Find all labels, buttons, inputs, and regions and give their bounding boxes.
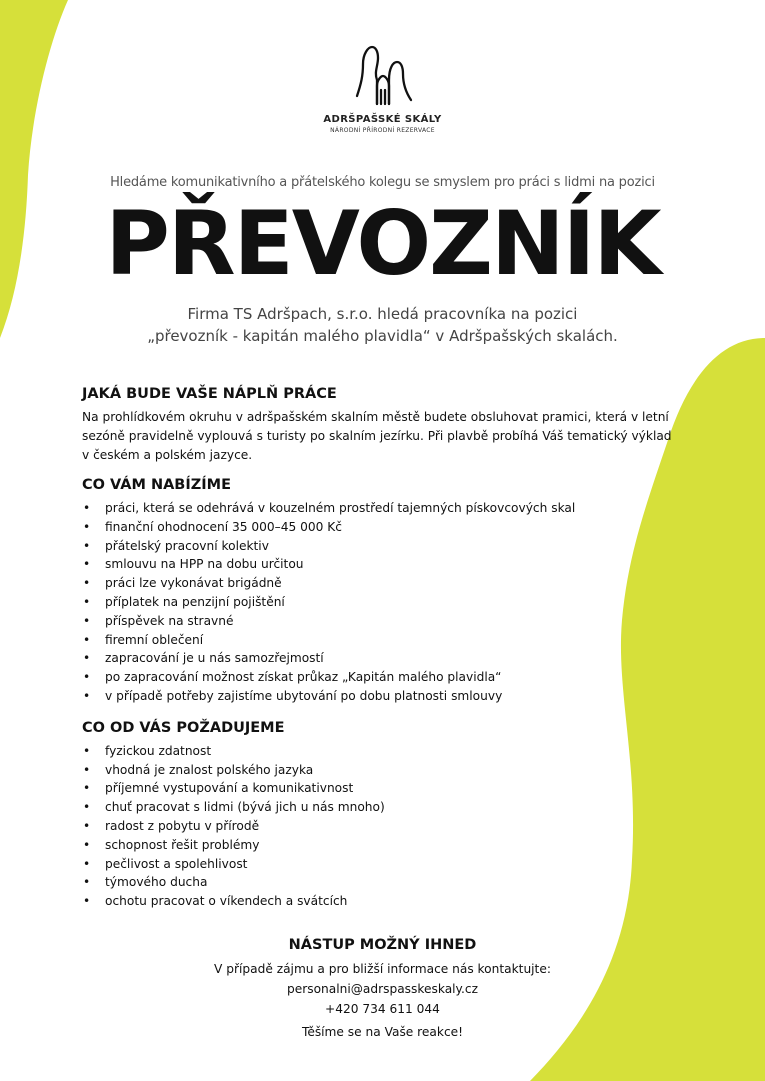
list-item [82, 518, 682, 537]
list-item-text: pečlivost a spolehlivost [105, 856, 248, 871]
closing-text: Těšíme se na Vaše reakce! [301, 1025, 464, 1039]
list-item [82, 668, 682, 687]
bullet-icon: • [83, 818, 91, 833]
list-item [82, 631, 682, 650]
bullet-icon: • [83, 688, 91, 703]
list-item-text: finanční ohodnocení 35 000–45 000 Kč [105, 519, 342, 534]
list-item-text: fyzickou zdatnost [105, 743, 212, 758]
list-item [82, 742, 682, 761]
list-item-text: radost z pobytu v přírodě [105, 818, 260, 833]
bullet-icon: • [83, 576, 91, 591]
bullet-icon: • [83, 501, 91, 515]
list-item-text: po zapracování možnost získat průkaz „Kapitán malého plavidla“ [105, 670, 502, 685]
footer [0, 937, 765, 1042]
list-item-text: příplatek na penzijní pojištění [105, 594, 285, 609]
list-item [82, 817, 682, 836]
list-item [82, 836, 682, 855]
logo-name: ADRŠPAŠSKÉ SKÁLY [323, 114, 442, 125]
require-list [82, 742, 682, 911]
bullet-icon: • [83, 894, 91, 909]
rock-towers-icon [351, 40, 415, 108]
list-item-text: schopnost řešit problémy [105, 837, 260, 852]
list-item [82, 612, 682, 631]
bullet-icon: • [83, 651, 91, 666]
bullet-icon: • [83, 519, 91, 534]
start-heading: NÁSTUP MOŽNÝ IHNED [288, 937, 477, 953]
list-item [82, 798, 682, 817]
list-item-text: příjemné vystupování a komunikativnost [105, 781, 354, 796]
list-item-text: ochotu pracovat o víkendech a svátcích [105, 894, 348, 909]
tagline: Hledáme komunikativního a přátelského kolegu se smyslem pro práci s lidmi na pozici [110, 175, 655, 190]
bullet-icon: • [83, 743, 91, 758]
list-item [82, 892, 682, 911]
list-item-text: smlouvu na HPP na dobu určitou [105, 557, 304, 572]
job-heading: JAKÁ BUDE VAŠE NÁPLŇ PRÁCE [82, 386, 337, 402]
list-item [82, 499, 682, 518]
intro [0, 303, 765, 347]
job-sections [82, 386, 682, 921]
list-item [82, 855, 682, 874]
intro-line-2: „převozník - kapitán malého plavidla“ v Adršpašských skalách. [147, 327, 618, 345]
contact-email[interactable]: personalni@adrspasskeskaly.cz [286, 982, 478, 996]
list-item [82, 779, 682, 798]
logo-subtitle: NÁRODNÍ PŘÍRODNÍ REZERVACE [330, 127, 435, 134]
bullet-icon: • [83, 781, 91, 796]
bullet-icon: • [83, 613, 91, 628]
list-item-text: práci, která se odehrává v kouzelném prostředí tajemných pískovcových skal [105, 501, 576, 515]
list-item [82, 574, 682, 593]
job-description: Na prohlídkovém okruhu v adršpašském skalním městě budete obsluhovat pramici, která v letní sezóně pravidelně vyplouvá s turisty po skalním jezírku. Při plavbě probíhá Váš tematický výklad v českém a polském jazyce. [82, 410, 672, 462]
bullet-icon: • [83, 594, 91, 609]
list-item-text: týmového ducha [105, 875, 208, 890]
list-item [82, 873, 682, 892]
list-item-text: práci lze vykonávat brigádně [105, 576, 282, 591]
logo [0, 40, 765, 134]
bullet-icon: • [83, 670, 91, 685]
list-item [82, 649, 682, 668]
list-item-text: zapracování je u nás samozřejmostí [105, 651, 324, 666]
bullet-icon: • [83, 800, 91, 815]
bullet-icon: • [83, 875, 91, 890]
list-item [82, 537, 682, 556]
list-item-text: firemní oblečení [105, 632, 204, 647]
intro-line-1: Firma TS Adršpach, s.r.o. hledá pracovníka na pozici [187, 305, 578, 323]
list-item [82, 593, 682, 612]
list-item [82, 761, 682, 780]
list-item-text: příspěvek na stravné [105, 613, 234, 628]
bullet-icon: • [83, 762, 91, 777]
bullet-icon: • [83, 837, 91, 852]
offer-list [82, 499, 682, 706]
list-item-text: přátelský pracovní kolektiv [105, 538, 269, 553]
list-item-text: v případě potřeby zajistíme ubytování po dobu platnosti smlouvy [105, 688, 503, 703]
contact-intro: V případě zájmu a pro bližší informace nás kontaktujte: [214, 962, 551, 976]
page-title: PŘEVOZNÍK [105, 192, 660, 295]
offer-heading: CO VÁM NABÍZÍME [82, 477, 232, 493]
contact-phone[interactable]: +420 734 611 044 [325, 1002, 440, 1016]
list-item [82, 687, 682, 706]
bullet-icon: • [83, 538, 91, 553]
list-item [82, 555, 682, 574]
bullet-icon: • [83, 856, 91, 871]
bullet-icon: • [83, 632, 91, 647]
bullet-icon: • [83, 557, 91, 572]
list-item-text: vhodná je znalost polského jazyka [105, 762, 314, 777]
list-item-text: chuť pracovat s lidmi (bývá jich u nás mnoho) [105, 800, 385, 815]
require-heading: CO OD VÁS POŽADUJEME [82, 719, 285, 736]
